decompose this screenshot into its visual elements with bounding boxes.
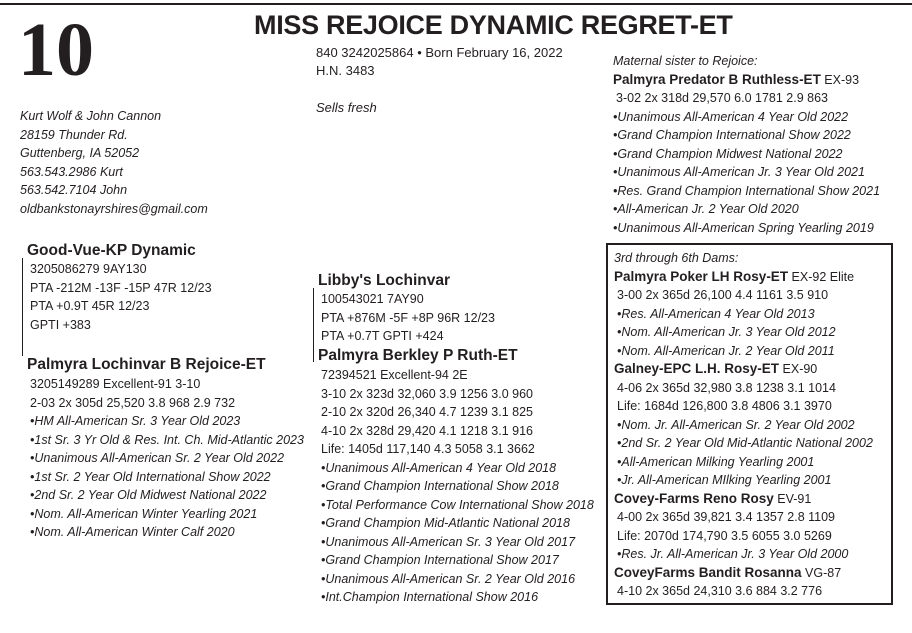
registration-info bbox=[316, 44, 563, 79]
fourth-dam-name-line bbox=[614, 360, 873, 379]
third-dam-honor: •Nom. All-American Jr. 2 Year Old 2011 bbox=[617, 343, 835, 358]
animal-name: MISS REJOICE DYNAMIC REGRET-ET bbox=[254, 10, 733, 40]
granddam-honor: •Int.Champion International Show 2016 bbox=[321, 590, 539, 604]
third-dam-score: EX-92 Elite bbox=[788, 269, 855, 284]
granddam-honor: •Grand Champion International Show 2018 bbox=[321, 479, 559, 493]
granddam-record: 4-10 2x 328d 29,420 4.1 1218 3.1 916 bbox=[321, 423, 533, 438]
granddam-honor: •Unanimous All-American Sr. 2 Year Old 2016 bbox=[321, 571, 576, 586]
consignor-line: 28159 Thunder Rd. bbox=[20, 127, 128, 142]
maternal-sister-honor: •Unanimous All-American Spring Yearling 2019 bbox=[613, 220, 874, 235]
maternal-sister-name-line bbox=[613, 71, 880, 90]
dam-honor: •HM All-American Sr. 3 Year Old 2023 bbox=[30, 414, 241, 428]
fifth-dam-honor: •Res. Jr. All-American Jr. 3 Year Old 2000 bbox=[617, 547, 849, 561]
sire-name: Good-Vue-KP Dynamic bbox=[27, 242, 196, 259]
top-rule bbox=[0, 3, 912, 5]
maternal-sister-honor: •Unanimous All-American Jr. 3 Year Old 2021 bbox=[613, 165, 865, 179]
fourth-dam-record: 4-06 2x 365d 32,980 3.8 1238 3.1 1014 bbox=[617, 380, 836, 395]
maternal-sister-score: EX-93 bbox=[820, 72, 860, 87]
dam-details bbox=[30, 375, 304, 542]
consignor-block bbox=[20, 107, 208, 219]
registration-line: 840 3242025864 • Born February 16, 2022 bbox=[316, 45, 563, 60]
maternal-sister-block bbox=[613, 52, 880, 237]
granddam-lifetime: Life: 1405d 117,140 4.3 5058 3.1 3662 bbox=[321, 442, 535, 456]
fourth-dam-honor: •All-American Milking Yearling 2001 bbox=[617, 454, 815, 469]
consignor-line: Guttenberg, IA 52052 bbox=[20, 146, 140, 161]
dam-detail-line: 3205149289 Excellent-91 3-10 bbox=[30, 377, 201, 391]
dams-box-heading: 3rd through 6th Dams: bbox=[614, 251, 739, 265]
dam-honor: •Nom. All-American Winter Calf 2020 bbox=[30, 525, 235, 539]
maternal-sister-honor: •Unanimous All-American 4 Year Old 2022 bbox=[613, 109, 849, 124]
maternal-sister-heading: Maternal sister to Rejoice: bbox=[613, 54, 758, 68]
sells-note: Sells fresh bbox=[316, 100, 377, 115]
fifth-dam-name-line bbox=[614, 490, 873, 509]
dam-name: Palmyra Lochinvar B Rejoice-ET bbox=[27, 356, 266, 373]
granddam-record: 2-10 2x 320d 26,340 4.7 1239 3.1 825 bbox=[321, 405, 533, 419]
granddam-honor: •Grand Champion International Show 2017 bbox=[321, 553, 559, 567]
fifth-dam-name: Covey-Farms Reno Rosy bbox=[614, 490, 774, 506]
sixth-dam-score: VG-87 bbox=[801, 565, 842, 580]
granddam-honor: •Total Performance Cow International Show 2018 bbox=[321, 497, 594, 512]
consignor-line: Kurt Wolf & John Cannon bbox=[20, 109, 162, 123]
maternal-sister-name: Palmyra Predator B Ruthless-ET bbox=[613, 71, 821, 87]
maternal-granddam-name: Palmyra Berkley P Ruth-ET bbox=[318, 347, 518, 364]
herd-number: H.N. 3483 bbox=[316, 62, 375, 78]
sire-detail-line: PTA -212M -13F -15P 47R 12/23 bbox=[30, 280, 212, 295]
maternal-grandsire-name: Libby's Lochinvar bbox=[318, 272, 451, 289]
maternal-sister-honor: •Res. Grand Champion International Show 2021 bbox=[613, 183, 881, 198]
maternal-sister-record: 3-02 2x 318d 29,570 6.0 1781 2.9 863 bbox=[616, 91, 828, 105]
dam-honor: •1st Sr. 2 Year Old International Show 2022 bbox=[30, 469, 271, 484]
sixth-dam-record: 4-10 2x 365d 24,310 3.6 884 3.2 776 bbox=[617, 584, 823, 598]
sire-detail-line: PTA +0.9T 45R 12/23 bbox=[30, 299, 150, 313]
fifth-dam-score: EV-91 bbox=[773, 491, 812, 506]
third-dam-honor: •Nom. All-American Jr. 3 Year Old 2012 bbox=[617, 325, 836, 339]
granddam-honor: •Unanimous All-American Sr. 3 Year Old 2017 bbox=[321, 534, 576, 549]
pedigree-bracket bbox=[313, 288, 314, 362]
maternal-granddam-details bbox=[321, 366, 594, 607]
granddam-honor: •Grand Champion Mid-Atlantic National 2018 bbox=[321, 516, 570, 530]
dam-honor: •2nd Sr. 2 Year Old Midwest National 2022 bbox=[30, 488, 267, 502]
sire-detail-line: 3205086279 9AY130 bbox=[30, 262, 147, 276]
sire-detail-line: GPTI +383 bbox=[30, 317, 91, 332]
grandsire-detail-line: 100543021 7AY90 bbox=[321, 292, 424, 306]
dam-record: 2-03 2x 305d 25,520 3.8 968 2.9 732 bbox=[30, 395, 236, 410]
fourth-dam-honor: •Nom. Jr. All-American Sr. 2 Year Old 2002 bbox=[617, 417, 855, 432]
granddam-honor: •Unanimous All-American 4 Year Old 2018 bbox=[321, 460, 557, 475]
third-dam-honor: •Res. All-American 4 Year Old 2013 bbox=[617, 306, 815, 321]
fourth-dam-honor: •Jr. All-American MIlking Yearling 2001 bbox=[617, 473, 832, 487]
maternal-sister-honor: •Grand Champion Midwest National 2022 bbox=[613, 146, 843, 161]
dam-honor: •Nom. All-American Winter Yearling 2021 bbox=[30, 506, 258, 521]
sire-details bbox=[30, 260, 212, 334]
maternal-grandsire-details bbox=[321, 290, 495, 346]
maternal-sister-honor: •Grand Champion International Show 2022 bbox=[613, 128, 851, 142]
dam-honor: •1st Sr. 3 Yr Old & Res. Int. Ch. Mid-Atlantic 2023 bbox=[30, 432, 304, 447]
fourth-dam-name: Galney-EPC L.H. Rosy-ET bbox=[614, 361, 780, 376]
third-dam-name: Palmyra Poker LH Rosy-ET bbox=[614, 268, 789, 284]
pedigree-bracket bbox=[22, 258, 23, 356]
dam-honor: •Unanimous All-American Sr. 2 Year Old 2022 bbox=[30, 451, 285, 465]
fourth-dam-honor: •2nd Sr. 2 Year Old Mid-Atlantic National 2002 bbox=[617, 436, 873, 450]
granddam-record: 3-10 2x 323d 32,060 3.9 1256 3.0 960 bbox=[321, 386, 533, 401]
fourth-dam-lifetime: Life: 1684d 126,800 3.8 4806 3.1 3970 bbox=[617, 399, 832, 413]
fourth-dam-score: EX-90 bbox=[779, 362, 818, 376]
dams-box-content bbox=[614, 249, 873, 601]
third-dam-record: 3-00 2x 365d 26,100 4.4 1161 3.5 910 bbox=[617, 288, 829, 302]
consignor-line: 563.542.7104 John bbox=[20, 183, 128, 198]
fifth-dam-lifetime: Life: 2070d 174,790 3.5 6055 3.0 5269 bbox=[617, 528, 832, 543]
grandsire-detail-line: PTA +0.7T GPTI +424 bbox=[321, 329, 444, 343]
third-dam-name-line bbox=[614, 268, 873, 287]
sixth-dam-name: CoveyFarms Bandit Rosanna bbox=[614, 564, 802, 580]
fifth-dam-record: 4-00 2x 365d 39,821 3.4 1357 2.8 1109 bbox=[617, 510, 836, 524]
granddam-detail-line: 72394521 Excellent-94 2E bbox=[321, 368, 468, 382]
grandsire-detail-line: PTA +876M -5F +8P 96R 12/23 bbox=[321, 310, 495, 325]
maternal-sister-honor: •All-American Jr. 2 Year Old 2020 bbox=[613, 202, 799, 216]
lot-number: 10 bbox=[18, 8, 94, 92]
sixth-dam-name-line bbox=[614, 564, 873, 583]
consignor-line: 563.543.2986 Kurt bbox=[20, 164, 123, 179]
consignor-email: oldbankstonayrshires@gmail.com bbox=[20, 201, 208, 216]
